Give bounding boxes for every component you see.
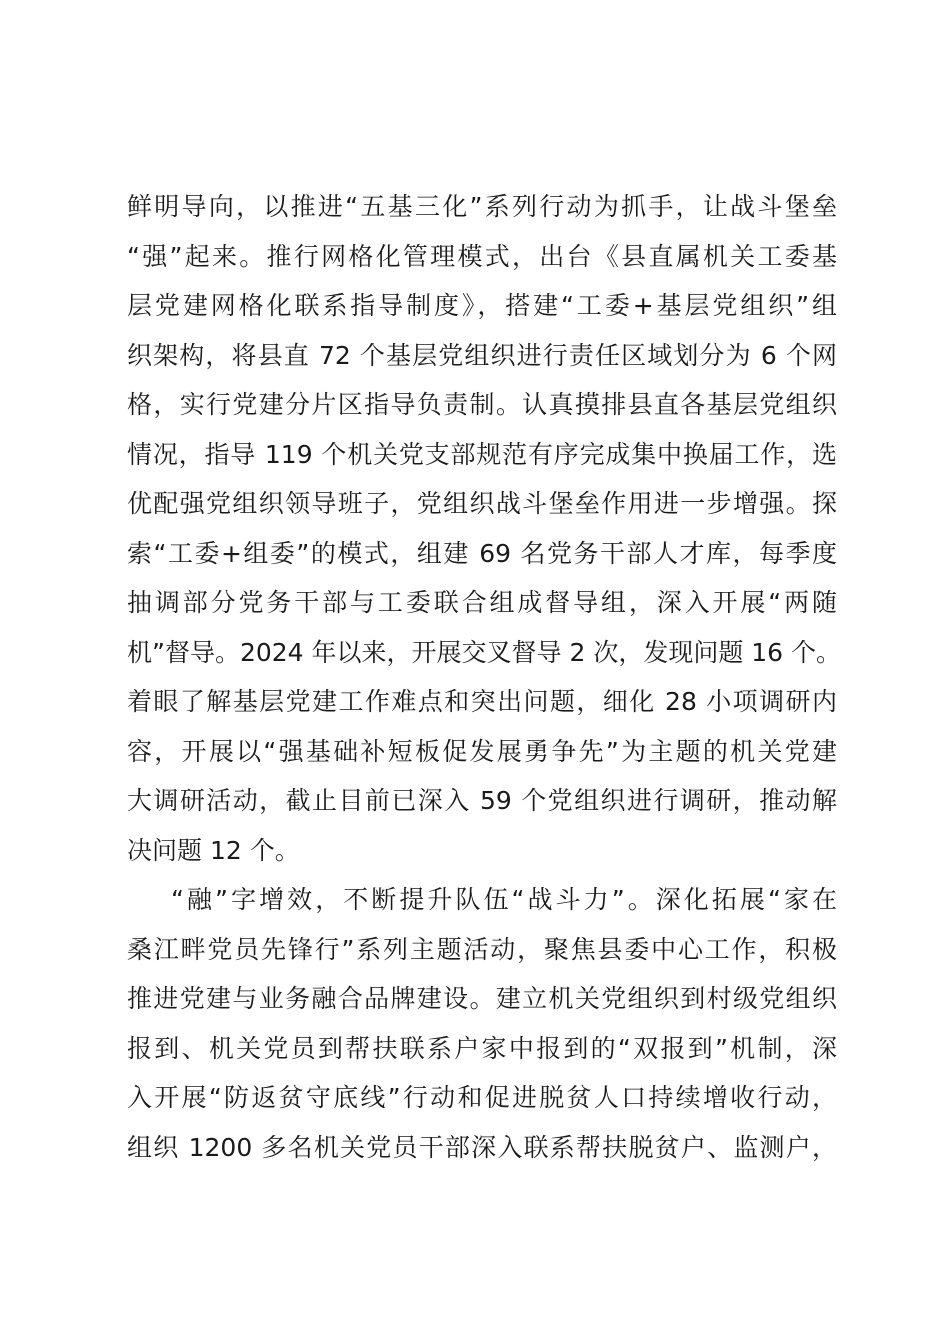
text-line: 情况，指导 119 个机关党支部规范有序完成集中换届工作，选 [127,439,837,469]
text-line: 报到、机关党员到帮扶联系户家中报到的“双报到”机制，深 [127,1033,837,1063]
text-line: 桑江畔党员先锋行”系列主题活动，聚焦县委中心工作，积极 [127,934,837,964]
text-line: 机”督导。2024 年以来，开展交叉督导 2 次，发现问题 16 个。 [127,637,842,667]
text-line: 着眼了解基层党建工作难点和突出问题，细化 28 小项调研内 [127,687,837,716]
text-line: 层党建网格化联系指导制度》，搭建“工委+基层党组织”组 [127,291,837,320]
text-line: 索“工委+组委”的模式，组建 69 名党务干部人才库，每季度 [127,538,837,568]
text-line: 优配强党组织领导班子，党组织战斗堡垒作用进一步增强。探 [127,489,837,518]
text-line: 抽调部分党务干部与工委联合组成督导组，深入开展“两随 [127,588,837,617]
document-body [127,182,842,1172]
text-line: 组织 1200 多名机关党员干部深入联系帮扶脱贫户、监测户， [127,1132,837,1162]
text-line: 容，开展以“强基础补短板促发展勇争先”为主题的机关党建 [127,736,837,766]
paragraph-2 [127,875,837,1172]
text-line: “融”字增效，不断提升队伍“战斗力”。深化拓展“家在 [171,885,837,914]
text-line: 推进党建与业务融合品牌建设。建立机关党组织到村级党组织 [127,984,837,1013]
paragraph-1 [127,182,842,875]
text-line: 鲜明导向，以推进“五基三化”系列行动为抓手，让战斗堡垒 [127,192,837,221]
text-line: 入开展“防返贫守底线”行动和促进脱贫人口持续增收行动， [127,1083,837,1112]
text-line: 大调研活动，截止目前已深入 59 个党组织进行调研，推动解 [127,786,837,815]
text-line: 织架构，将县直 72 个基层党组织进行责任区域划分为 6 个网 [127,340,837,370]
text-line: 格，实行党建分片区指导负责制。认真摸排县直各基层党组织 [127,390,837,419]
text-line: 决问题 12 个。 [127,835,300,865]
text-line: “强”起来。推行网格化管理模式，出台《县直属机关工委基 [127,241,837,271]
